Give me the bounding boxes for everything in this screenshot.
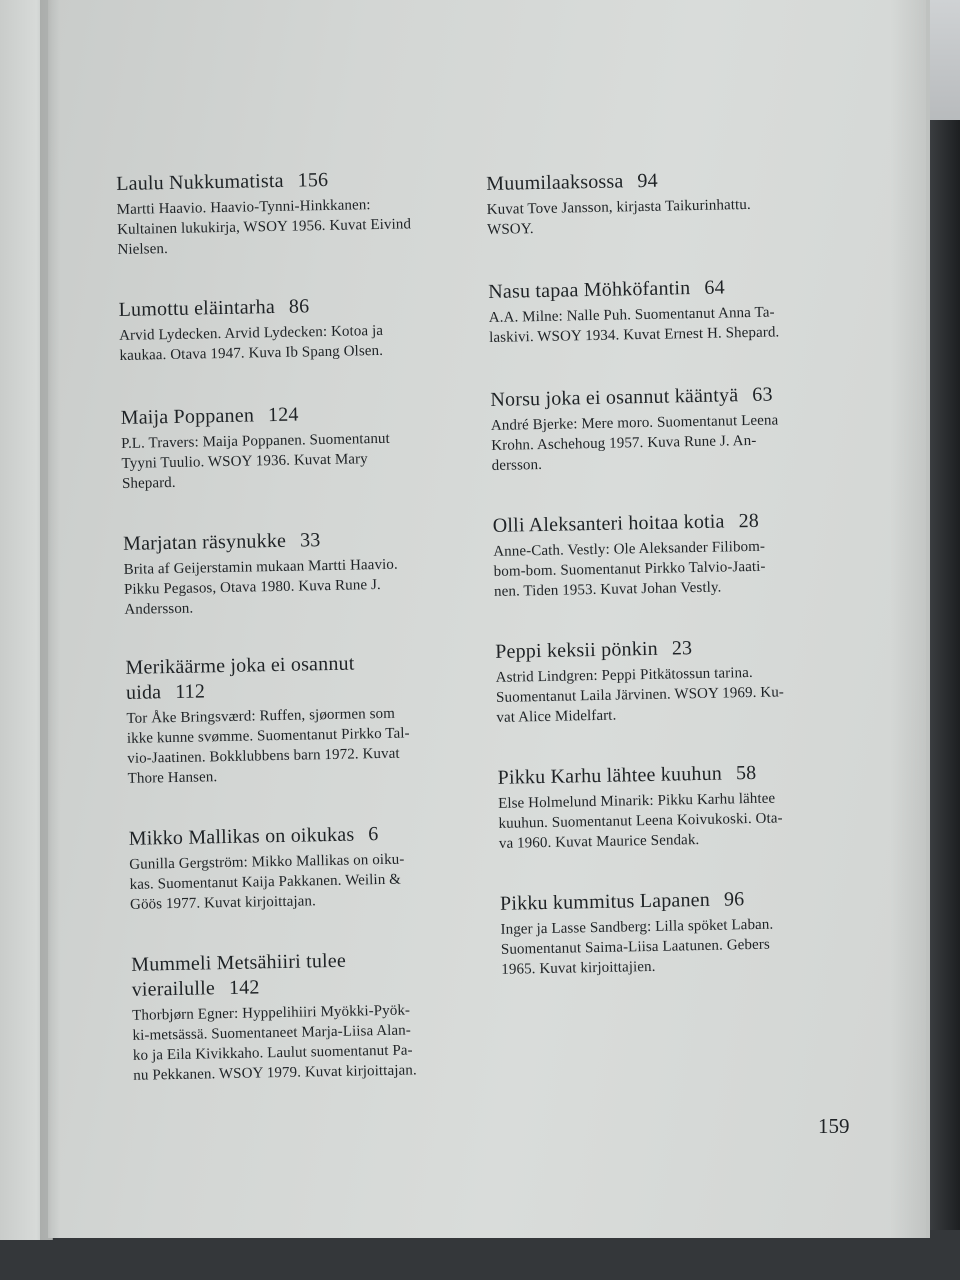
index-entry-pikku-kummitus — [500, 885, 852, 980]
entry-description: Martti Haavio. Haavio-Tynni-Hinkkanen: Kultainen lukukirja, WSOY 1956. Kuvat Eivind Nielsen. — [116, 197, 412, 258]
index-column-left — [116, 165, 483, 1086]
entry-description: Inger ja Lasse Sandberg: Lilla spöket Laban. Suomentanut Saima-Liisa Laatunen. Gebers 1965. Kuvat kirjoittajien. — [500, 916, 774, 978]
entry-title: Nasu tapaa Möhköfantin 64 — [488, 276, 726, 303]
index-entry-muumilaaksossa — [486, 165, 837, 240]
entry-description: André Bjerke: Mere moro. Suomentanut Leena Krohn. Aschehoug 1957. Kuva Rune J. An- dersson. — [490, 412, 779, 474]
index-entry-marjatan-rasynukke — [123, 525, 475, 620]
index-entry-laulu-nukkumatista — [116, 165, 468, 260]
index-entry-mikko-mallikas — [129, 820, 481, 915]
entry-title: Norsu joka ei osannut kääntyä 63 — [490, 383, 773, 411]
entry-description: Else Holmelund Minarik: Pikku Karhu lähtee kuuhun. Suomentanut Leena Koivukoski. Ota- va 1960. Kuvat Maurice Sendak. — [497, 790, 783, 852]
entry-title: Pikku Karhu lähtee kuuhun 58 — [497, 761, 757, 789]
entry-page-number: 86 — [288, 295, 310, 318]
entry-description: Gunilla Gergström: Mikko Mallikas on oiku- kas. Suomentanut Kaija Pakkanen. Weilin & Göös 1977. Kuvat kirjoittajan. — [129, 851, 405, 913]
book-gutter-shadow — [40, 0, 60, 1240]
entry-title: Mummeli Metsähiiri tulee vierailulle 142 — [131, 949, 347, 1001]
entry-page-number: 112 — [175, 680, 206, 703]
index-entry-olli-aleksanteri — [493, 507, 845, 602]
entry-page-number: 96 — [723, 888, 745, 911]
page-number: 159 — [818, 1114, 850, 1138]
index-entry-lumottu-elaintarha — [118, 291, 469, 366]
entry-description: P.L. Travers: Maija Poppanen. Suomentanut Tyyni Tuulio. WSOY 1936. Kuvat Mary Shepard. — [121, 430, 391, 492]
entry-page-number: 33 — [299, 529, 321, 552]
entry-title: Peppi keksii pönkin 23 — [495, 637, 693, 663]
entry-page-number: 58 — [735, 761, 757, 785]
entry-page-number: 64 — [704, 276, 726, 299]
background-right-edge — [930, 0, 960, 1280]
entry-page-number: 28 — [738, 509, 760, 533]
entry-page-number: 156 — [297, 168, 329, 192]
entry-title: Maija Poppanen 124 — [120, 403, 299, 429]
index-entry-maija-poppanen — [120, 399, 472, 494]
index-entry-nasu-tapaa-mohkofantin — [488, 273, 839, 348]
index-entry-pikku-karhu — [497, 759, 849, 854]
index-entry-norsu-joka-ei-osannut — [490, 381, 842, 476]
entry-description: Thorbjørn Egner: Hyppelihiiri Myökki-Pyök- ki-metsässä. Suomentaneet Marja-Liisa Alan- ko ja Eila Kivikkaho. Laulut suomentanut Pa- nu Pekkanen. WSOY 1979. Kuvat kirjoittajan. — [132, 1002, 417, 1084]
entry-page-number: 142 — [228, 976, 260, 999]
page-edge-shadow — [890, 0, 926, 1238]
entry-title: Laulu Nukkumatista 156 — [116, 168, 329, 195]
index-column-right — [486, 165, 851, 980]
index-entry-peppi-keksii-ponkin — [495, 633, 847, 728]
entry-page-number: 6 — [368, 823, 379, 846]
entry-description: Arvid Lydecken. Arvid Lydecken: Kotoa ja kaukaa. Otava 1947. Kuva Ib Spang Olsen. — [118, 322, 384, 364]
entry-title: Marjatan räsynukke 33 — [122, 529, 321, 555]
entry-title: Merikäärme joka ei osannut uida 112 — [125, 652, 355, 704]
entry-page-number: 23 — [671, 637, 693, 660]
entry-title: Pikku kummitus Lapanen 96 — [499, 888, 745, 915]
entry-page-number: 124 — [267, 403, 299, 427]
entry-title: Mikko Mallikas on oikukas 6 — [128, 823, 379, 850]
entry-description: Astrid Lindgren: Peppi Pitkätossun tarina. Suomentanut Laila Järvinen. WSOY 1969. Ku- vat Alice Midelfart. — [495, 664, 785, 726]
entry-description: Brita af Geijerstamin mukaan Martti Haavio. Pikku Pegasos, Otava 1980. Kuva Rune J. Andersson. — [123, 556, 398, 618]
entry-page-number: 94 — [637, 169, 659, 193]
entry-description: Anne-Cath. Vestly: Ole Aleksander Filibom- bom-bom. Suomentanut Pirkko Talvio-Jaati- nen. Tiden 1953. Kuvat Johan Vestly. — [493, 538, 766, 600]
index-entry-merikaarme — [125, 649, 477, 789]
entry-title: Muumilaaksossa 94 — [486, 169, 659, 195]
entry-description: Kuvat Tove Jansson, kirjasta Taikurinhattu. WSOY. — [486, 196, 751, 238]
entry-title: Olli Aleksanteri hoitaa kotia 28 — [492, 509, 760, 537]
entry-description: Tor Åke Bringsværd: Ruffen, sjøormen som ikke kunne svømme. Suomentanut Pirkko Tal- vio-Jaatinen. Bokklubbens barn 1972. Kuvat Thore Hansen. — [126, 705, 410, 787]
entry-title: Lumottu eläintarha 86 — [118, 295, 310, 321]
entry-page-number: 63 — [752, 383, 773, 406]
index-entry-mummeli-metsahiiri — [131, 946, 483, 1086]
entry-description: A.A. Milne: Nalle Puh. Suomentanut Anna Ta- laskivi. WSOY 1934. Kuvat Ernest H. Shepard. — [488, 304, 780, 346]
